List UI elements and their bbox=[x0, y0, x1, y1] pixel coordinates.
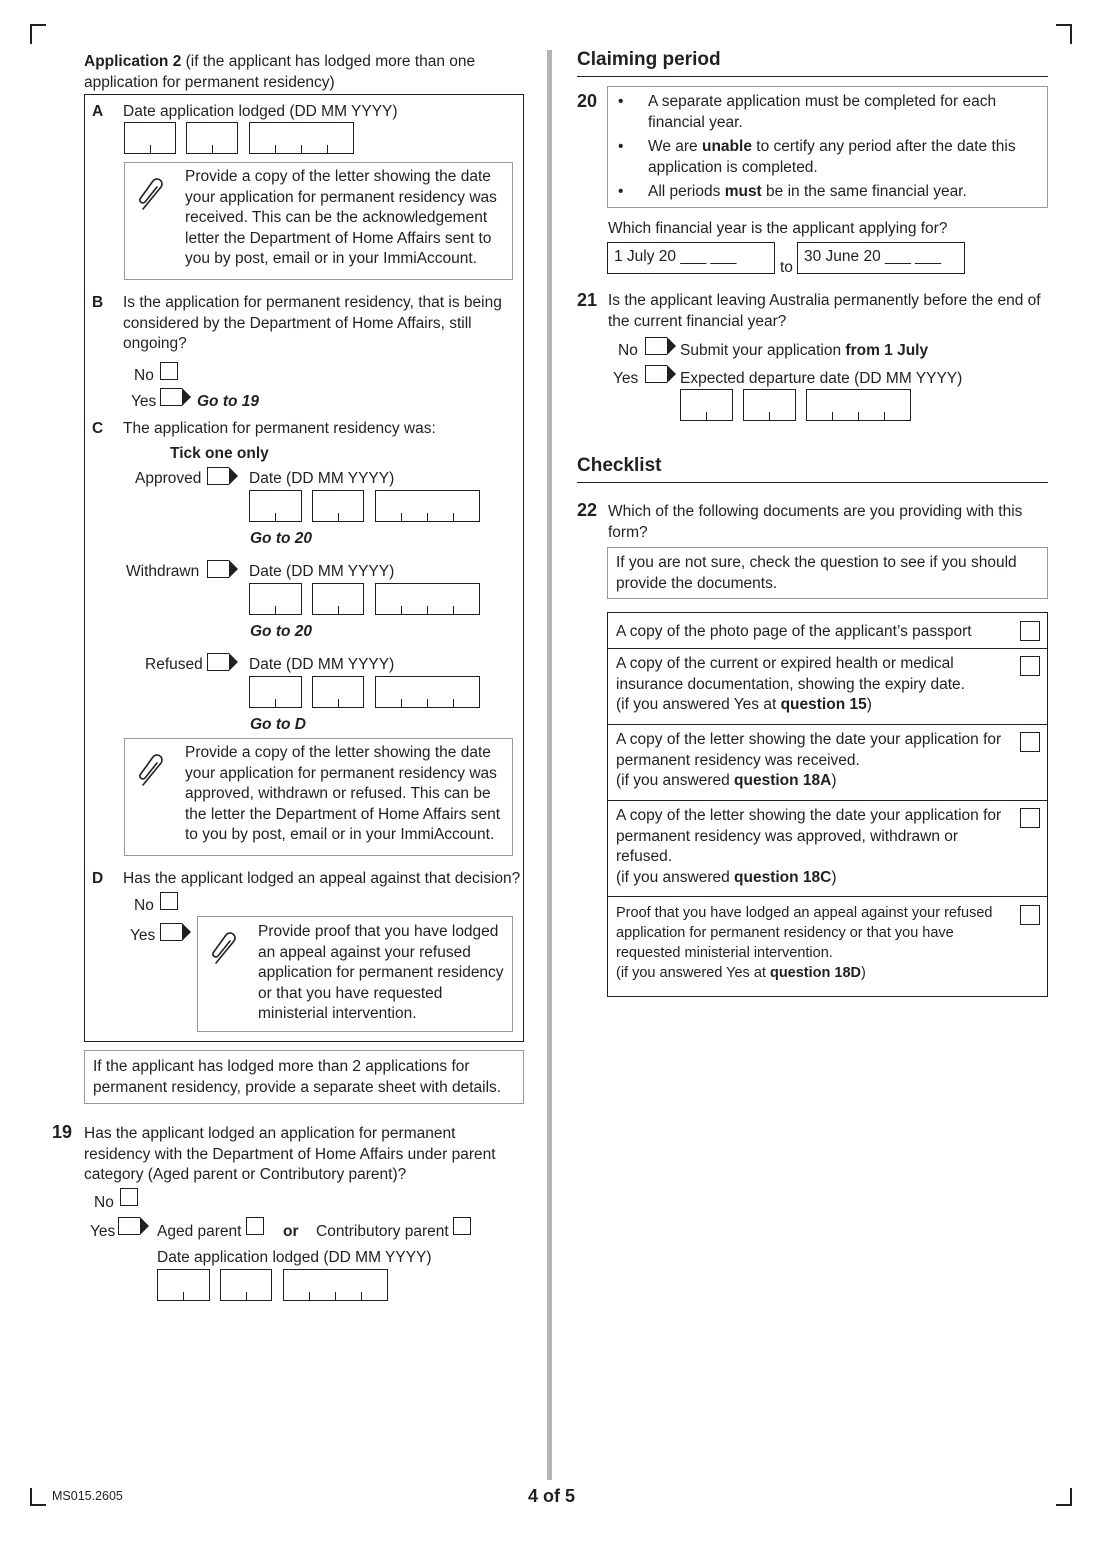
q21-yes-checkbox[interactable] bbox=[645, 365, 667, 383]
column-divider bbox=[547, 50, 552, 1480]
checklist-checkbox[interactable] bbox=[1020, 732, 1040, 752]
more-applications-text: If the applicant has lodged more than 2 applications for permanent residency, provide a separate sheet with details. bbox=[93, 1058, 502, 1096]
approved-year-field[interactable] bbox=[375, 490, 480, 522]
checklist-item-text: A copy of the current or expired health or medical insurance documentation, showing the expiry date. (if you answered Yes at question 15) bbox=[616, 655, 965, 713]
q19-no-label: No bbox=[94, 1194, 114, 1211]
aged-parent-checkbox[interactable] bbox=[246, 1217, 264, 1235]
part-c-tick-one: Tick one only bbox=[170, 445, 269, 462]
checklist-item-text: A copy of the letter showing the date your application for permanent residency was approved, withdrawn or refused. (if you answered question 18C) bbox=[616, 807, 1002, 886]
part-b-letter: B bbox=[92, 294, 104, 311]
checklist-checkbox[interactable] bbox=[1020, 656, 1040, 676]
part-b-no-label: No bbox=[134, 367, 154, 384]
paperclip-icon bbox=[135, 175, 169, 215]
part-a-label: Date application lodged (DD MM YYYY) bbox=[123, 103, 398, 120]
contributory-parent-checkbox[interactable] bbox=[453, 1217, 471, 1235]
part-b-goto: Go to 19 bbox=[197, 393, 260, 410]
crop-mark-top-right bbox=[1056, 24, 1072, 44]
page-number: 4 of 5 bbox=[528, 1486, 576, 1506]
part-d-note-box bbox=[197, 916, 513, 1032]
checklist-rule bbox=[577, 482, 1048, 483]
part-d-no-checkbox[interactable] bbox=[160, 892, 178, 910]
refused-month-field[interactable] bbox=[312, 676, 364, 708]
claiming-period-rule bbox=[577, 76, 1048, 77]
part-c-note-box bbox=[124, 738, 513, 856]
crop-mark-bottom-right bbox=[1056, 1488, 1072, 1506]
q21-yes-text: Expected departure date (DD MM YYYY) bbox=[680, 370, 963, 387]
refused-day-field[interactable] bbox=[249, 676, 302, 708]
withdrawn-day-field[interactable] bbox=[249, 583, 302, 615]
withdrawn-month-field[interactable] bbox=[312, 583, 364, 615]
paperclip-icon bbox=[208, 929, 242, 969]
refused-checkbox[interactable] bbox=[207, 653, 229, 671]
part-b-yes-checkbox[interactable] bbox=[160, 388, 182, 406]
q19-day-field[interactable] bbox=[157, 1269, 210, 1301]
part-a-letter: A bbox=[92, 103, 104, 120]
part-b-label: Is the application for permanent residency, that is being considered by the Department of Home Affairs, still ongoing? bbox=[123, 294, 502, 352]
application-2-heading: Application 2 (if the applicant has lodged more than one application for permanent residency) bbox=[84, 53, 476, 91]
form-code: MS015.2605 bbox=[52, 1489, 123, 1503]
contributory-parent-label: Contributory parent bbox=[316, 1223, 449, 1240]
more-applications-note bbox=[84, 1050, 524, 1104]
crop-mark-top-left bbox=[30, 24, 46, 44]
part-d-no-label: No bbox=[134, 897, 154, 914]
checklist-checkbox[interactable] bbox=[1020, 621, 1040, 641]
withdrawn-date-label: Date (DD MM YYYY) bbox=[249, 563, 395, 580]
part-c-letter: C bbox=[92, 420, 104, 437]
q22-hint-box bbox=[607, 547, 1048, 599]
checklist-row bbox=[608, 613, 1047, 649]
checklist-heading: Checklist bbox=[577, 455, 662, 476]
withdrawn-label: Withdrawn bbox=[126, 563, 200, 580]
q20-info-box bbox=[607, 86, 1048, 208]
q20-bullets bbox=[608, 92, 1033, 203]
part-c-label: The application for permanent residency was: bbox=[123, 420, 436, 437]
q19-date-label: Date application lodged (DD MM YYYY) bbox=[157, 1249, 432, 1266]
q21-no-label: No bbox=[618, 342, 638, 359]
checklist-row bbox=[608, 801, 1047, 897]
checklist-item-text: A copy of the letter showing the date your application for permanent residency was received. (if you answered question 18A) bbox=[616, 731, 1002, 789]
crop-mark-bottom-left bbox=[30, 1488, 46, 1506]
checklist-item-text: Proof that you have lodged an appeal against your refused application for permanent residency or that you have requested ministerial intervention. (if you answered Yes at question 18D) bbox=[616, 905, 993, 981]
checklist-checkbox[interactable] bbox=[1020, 808, 1040, 828]
q19-year-field[interactable] bbox=[283, 1269, 388, 1301]
part-c-note-text: Provide a copy of the letter showing the date your application for permanent residency was approved, withdrawn or refused. This can be the letter the Department of Home Affairs sent to you by post, email or in your ImmiAccount. bbox=[185, 744, 501, 843]
question-22-number: 22 bbox=[577, 500, 598, 520]
part-b-no-checkbox[interactable] bbox=[160, 362, 178, 380]
claiming-period-heading: Claiming period bbox=[577, 49, 721, 70]
q19-yes-label: Yes bbox=[90, 1223, 116, 1240]
approved-month-field[interactable] bbox=[312, 490, 364, 522]
checklist-row bbox=[608, 725, 1047, 801]
part-a-note-text: Provide a copy of the letter showing the date your application for permanent residency was received. This can be the acknowledgement letter the Department of Home Affairs sent to you by post, email or in your ImmiAccount. bbox=[185, 168, 497, 267]
fy-to-label: to bbox=[780, 259, 793, 276]
q22-hint-text: If you are not sure, check the question to see if you should provide the documents. bbox=[616, 554, 1017, 592]
part-b-yes-label: Yes bbox=[131, 393, 157, 410]
withdrawn-checkbox[interactable] bbox=[207, 560, 229, 578]
question-22-label: Which of the following documents are you providing with this form? bbox=[608, 503, 1023, 541]
approved-day-field[interactable] bbox=[249, 490, 302, 522]
question-21-number: 21 bbox=[577, 290, 598, 310]
question-21-label: Is the applicant leaving Australia permanently before the end of the current financial year? bbox=[608, 292, 1041, 330]
checklist-row bbox=[608, 897, 1047, 996]
checklist-checkbox[interactable] bbox=[1020, 905, 1040, 925]
q19-no-checkbox[interactable] bbox=[120, 1188, 138, 1206]
part-a-day-field[interactable] bbox=[124, 122, 176, 154]
departure-year-field[interactable] bbox=[806, 389, 911, 421]
question-20-number: 20 bbox=[577, 91, 598, 111]
checklist-table bbox=[607, 612, 1048, 997]
checklist-row bbox=[608, 649, 1047, 725]
checklist-item-text: A copy of the photo page of the applicant’s passport bbox=[616, 623, 972, 640]
part-d-yes-checkbox[interactable] bbox=[160, 923, 182, 941]
part-a-note-box bbox=[124, 162, 513, 280]
fy-end-field[interactable]: 30 June 20 ___ ___ bbox=[797, 242, 965, 274]
part-d-note-text: Provide proof that you have lodged an appeal against your refused application for permanent residency or that you have requested ministerial intervention. bbox=[258, 923, 504, 1022]
withdrawn-goto: Go to 20 bbox=[250, 623, 313, 640]
paperclip-icon bbox=[135, 751, 169, 791]
q21-no-checkbox[interactable] bbox=[645, 337, 667, 355]
q19-yes-checkbox[interactable] bbox=[118, 1217, 140, 1235]
or-label: or bbox=[283, 1223, 299, 1240]
q19-month-field[interactable] bbox=[220, 1269, 272, 1301]
refused-date-label: Date (DD MM YYYY) bbox=[249, 656, 395, 673]
q21-no-text: Submit your application from 1 July bbox=[680, 342, 929, 359]
fy-start-field[interactable]: 1 July 20 ___ ___ bbox=[607, 242, 775, 274]
approved-checkbox[interactable] bbox=[207, 467, 229, 485]
part-d-yes-label: Yes bbox=[130, 927, 156, 944]
financial-year-question: Which financial year is the applicant applying for? bbox=[608, 220, 948, 237]
withdrawn-year-field[interactable] bbox=[375, 583, 480, 615]
refused-year-field[interactable] bbox=[375, 676, 480, 708]
departure-month-field[interactable] bbox=[743, 389, 796, 421]
q20-bullet-3: • All periods must be in the same financial year. bbox=[608, 182, 1033, 203]
approved-label: Approved bbox=[135, 470, 202, 487]
departure-day-field[interactable] bbox=[680, 389, 733, 421]
part-d-letter: D bbox=[92, 870, 104, 887]
refused-label: Refused bbox=[145, 656, 203, 673]
refused-goto: Go to D bbox=[250, 716, 306, 733]
q21-yes-label: Yes bbox=[613, 370, 639, 387]
part-a-year-field[interactable] bbox=[249, 122, 354, 154]
part-d-label: Has the applicant lodged an appeal against that decision? bbox=[123, 870, 521, 887]
question-19-label: Has the applicant lodged an application for permanent residency with the Department of Home Affairs under parent category (Aged parent or Contributory parent)? bbox=[84, 1125, 496, 1183]
approved-goto: Go to 20 bbox=[250, 530, 313, 547]
q20-bullet-2: • We are unable to certify any period after the date this application is completed. bbox=[608, 137, 1033, 178]
part-a-month-field[interactable] bbox=[186, 122, 238, 154]
approved-date-label: Date (DD MM YYYY) bbox=[249, 470, 395, 487]
question-19-number: 19 bbox=[52, 1122, 73, 1142]
aged-parent-label: Aged parent bbox=[157, 1223, 242, 1240]
q20-bullet-1: • A separate application must be completed for each financial year. bbox=[608, 92, 1033, 133]
